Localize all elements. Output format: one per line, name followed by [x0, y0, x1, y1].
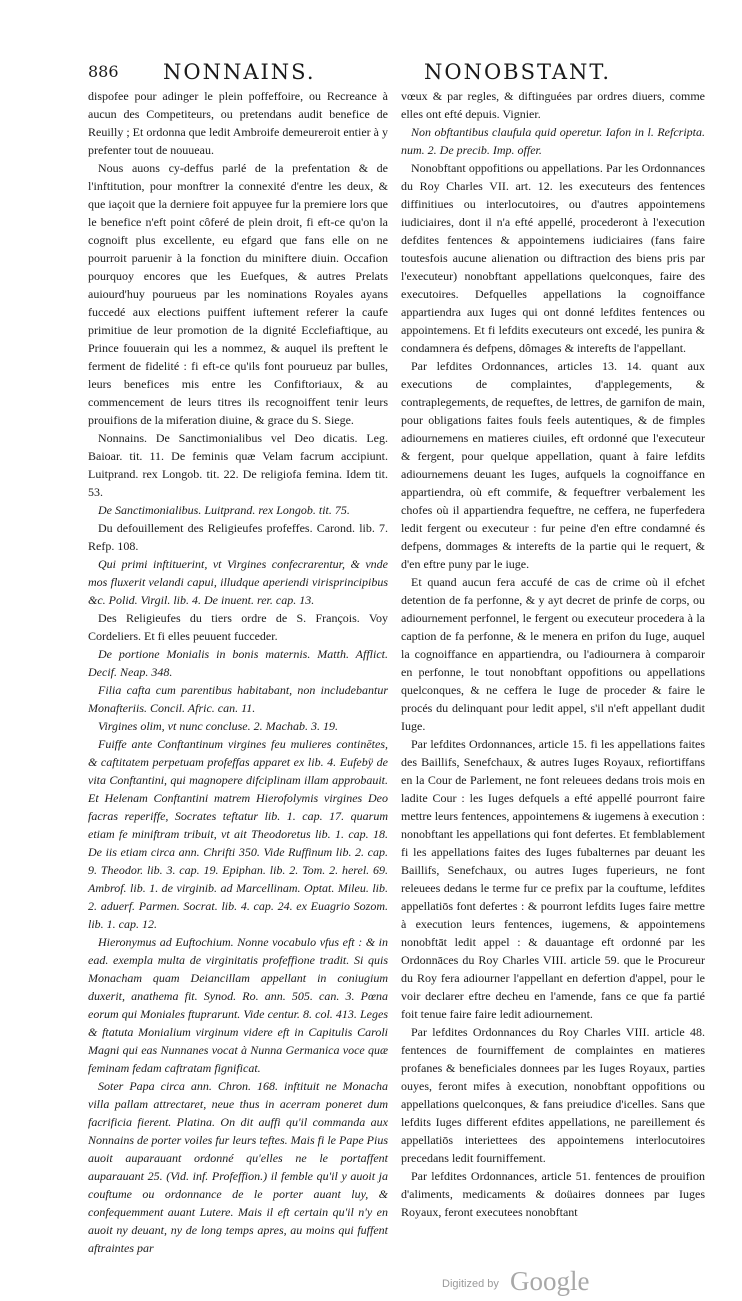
paragraph: Filia cafta cum parentibus habitabant, non includebantur Monafteriis. Concil. Afric. can. 11.: [88, 683, 388, 715]
page-number: 886: [88, 62, 119, 81]
left-text-column: [88, 87, 388, 1257]
right-running-title: NONOBSTANT.: [424, 60, 611, 84]
paragraph: Et quand aucun fera accufé de cas de crime où il efchet detention de fa perfonne, & y ayt decret de prinfe de corps, ou adiournement perfonnel, le fergent ou executeur procedera à la caption de fa perfonne, & le menera en prifon du Iuge, auquel la cognoiffance en appartiendra, ou l'adiournera à comparoir en perfonne, le tout nonobftant oppofitions ou appellations quelconques, & ne ceffera le Iuge de proceder & faire le procés du delinquant pour ledit appel, s'il n'eft appellant dudit Iuge.: [401, 575, 705, 733]
left-running-title: NONNAINS.: [163, 60, 316, 84]
right-text-column: [401, 87, 705, 1221]
digitization-watermark: [442, 1266, 742, 1296]
running-header: [88, 60, 700, 88]
paragraph: Soter Papa circa ann. Chron. 168. inftituit ne Monacha villa pallam attrectaret, neue thus in acerram poneret dum facrificia fierent. Platina. On dit auffi qu'il commanda aux Nonnains de porter voiles fur leurs teftes. Mais fi le Pape Pius auoit auparauant ordonné qu'elles ne le portaffent auparauant 25. (Vid. inf. Profeffion.) il femble qu'il y auoit ja couftume ou ordonnance de le porter auant luy, & confequemment auant Lutere. Mais il eft certain qu'il n'y en auoit ny deuant, ny de long temps apres, au moins qui fuffent aftraintes par: [88, 1079, 388, 1255]
paragraph: vœux & par regles, & diftinguées par ordres diuers, comme elles ont efté depuis. Vignier.: [401, 89, 705, 121]
watermark-prefix: Digitized by: [442, 1278, 499, 1290]
paragraph: Non obftantibus claufula quid operetur. Iafon in l. Refcripta. num. 2. De precib. Imp. offer.: [401, 125, 705, 157]
paragraph: Par lefdites Ordonnances, articles 13. 14. quant aux executions de complaintes, d'applegements, & contraplegements, de requeftes, de lettres, de garnifon de main, pour obligations faites fouls feels autentiques, & de fimples adiournemens en matieres ciuiles, eft ordonné que l'executeur & fergent, pour quelque appellation, quant à faire lefdits adiournemens deuant les Iuges, aufquels la cognoiffance en appartiendra, où eft commife, & fequeftrer verbalement les chofes où il appartiendra fequeftre, ne ceffera, ne fuperfedera ledit fergent ou executeur : fur peine d'en eftre condamné és defpens, dommages & interefts de la partie qui le requert, & d'en eftre puny par le iuge.: [401, 359, 705, 571]
paragraph: Qui primi inftituerint, vt Virgines confecrarentur, & vnde mos fluxerit velandi capui, illudque aperiendi virisprincipibus &c. Polid. Virgil. lib. 4. De inuent. rer. cap. 13.: [88, 557, 388, 607]
paragraph: Hieronymus ad Euftochium. Nonne vocabulo vfus eft : & in ead. exempla multa de virginitatis profeffione tradit. Si quis Monacham quam Deiancillam appellant in coniugium duxerit, anathema fit. Synod. Ro. ann. 505. can. 3. Pœna eorum qui Moniales ftuprarunt. Vide centur. 8. col. 413. Leges & ftatuta Monialium virginum videre eft in Capitulis Caroli Magni qui eas Nunnanes vocat à Nunna Germanica voce quæ feminam fedam caftratam fignificat.: [88, 935, 388, 1075]
paragraph: Par lefdites Ordonnances, article 51. fentences de prouifion d'aliments, medicaments & doüaires donnees par Iuges Royaux, feront executees nonobftant: [401, 1169, 705, 1219]
paragraph: De Sanctimonialibus. Luitprand. rex Longob. tit. 75.: [98, 503, 350, 517]
paragraph: Nous auons cy-deffus parlé de la prefentation & de l'inftitution, pour monftrer la connexité d'entre les deux, & que iaçoit que la derniere foit appuyee fur la premiere lors que le benefice n'eft point côferé de plein droit, fi eft-ce qu'on la cognoift plus excellente, eu efgard que fans elle on ne pourroit paruenir à la fonction du miniftere diuin. Occafion pourquoy encores que les Euefques, & autres Prelats auiourd'huy pourueus par les nominations Royales ayans fuccedé aux elections puiffent iuftement referer la caufe primitiue de leur promotion de la dignité Ecclefiaftique, au Prince fouuerain qui les a nommez, & auquel ils preftent le ferment de fidelité : fi eft-ce qu'ils font pourueuz par bulles, leurs benefices mis entre les Confiftoriaux, & au commencement de leurs titres ils recognoiffent tenir leurs prouifions de la miferation diuine, & grace du S. Siege.: [88, 161, 388, 427]
paragraph: Du defouillement des Religieufes profeffes. Carond. lib. 7. Refp. 108.: [88, 521, 388, 553]
paragraph: Nonnains. De Sanctimonialibus vel Deo dicatis. Leg. Baioar. tit. 11. De feminis quæ Velam facrum accipiunt. Luitprand. rex Longob. tit. 22. De religiofa femina. Idem tit. 53.: [88, 431, 388, 499]
paragraph: Par lefdites Ordonnances, article 15. fi les appellations faites des Baillifs, Senefchaux, & autres Iuges Royaux, refiortiffans en la Cour de Parlement, ne font releuees dedans trois mois en ladite Cour : les Iuges defquels a efté appellé pourront faire mettre leurs fentences, appointemens & iugemens à execution : nonobftant les appellations qui font defertes. Et femblablement fi les appellations faites des Iuges fubalternes par deuant les Baillifs, Senefchaux, ou autres Iuges fuperieurs, ne font releuees dedans le terme fur ce prefix par la couftume, lefdites appellatiōs font defertes : & pourront lefdits Iuges faire mettre à execution leurs fentences, iugemens, & appointemens nonobftāt ledit appel : & dauantage eft ordonné par les Ordonnāces du Roy Charles VIII. article 59. que le Procureur du Roy fera adiourner l'appellant en defertion d'appel, pour le voir declarer eftre decheu en l'amende, fans ce que fa partié foit tenue faire faire ledit adiournement.: [401, 737, 705, 1021]
paragraph: Virgines olim, vt nunc concluse. 2. Machab. 3. 19.: [98, 719, 338, 733]
paragraph: Des Religieufes du tiers ordre de S. François. Voy Cordeliers. Et fi elles peuuent fucceder.: [88, 611, 388, 643]
paragraph: Par lefdites Ordonnances du Roy Charles VIII. article 48. fentences de fourniffement de complaintes en matieres profanes & beneficiales donnees par les Iuges Royaux, parties ouyes, feront mifes à execution, nonobftant oppofitions ou appellations quelconques, & fans preiudice d'icelles. Sans que lefdits Iuges different efdites appellations, ne pareillement és appellatiōs interiettees des appointemens interlocutoires precedans ledit fourniffement.: [401, 1025, 705, 1165]
paragraph: dispofee pour adinger le plein poffeffoire, ou Recreance à aucun des Competiteurs, ou pretendans audit benefice de Reuilly ; Et ordonna que ledit Ambroife demeureroit entier à y prefenter tout de nouueau.: [88, 89, 388, 157]
paragraph: Nonobftant oppofitions ou appellations. Par les Ordonnances du Roy Charles VII. art. 12. les executeurs des fentences diffinitiues ou interlocutoires, ou d'autres appointemens iudiciaires, dont il n'a efté appellé, procederont à l'execution defdites fentences & appointemens iudiciaires (fans faire toutesfois aucune alienation ou diftraction des biens pris par l'executeur) nonobftant appellations quelconques, faire des executoires. Defquelles appellations la cognoiffance appartiendra aux Iuges qui ont donné lefdites fentences ou appointemens. Et fi lefdits executeurs ont excedé, les punira & condamnera és defpens, dômages & interefts de l'appellant.: [401, 161, 705, 355]
paragraph: Fuiffe ante Conftantinum virgines feu mulieres continētes, & caftitatem perpetuam profeffas apparet ex lib. 4. Eufebÿ de vita Conftantini, qui magnopere difciplinam illam approbauit. Et Helenam Conftantini matrem Hierofolymis virgines Deo facras reperiffe, Socrates teftatur lib. 1. cap. 17. quarum etiam fe miniftram tribuit, vt ait Theodoretus lib. 1. cap. 18. De iis etiam circa ann. Chrifti 350. Vide Ruffinum lib. 2. cap. 9. Theodor. lib. 3. cap. 19. Epiphan. lib. 2. Tom. 2. herel. 69. Ambrof. lib. 1. de virginib. ad Marcellinam. Optat. Mileu. lib. 2. aduerf. Parmen. Socrat. lib. 4. cap. 24. ex Euagrio Sozom. lib. 1. cap. 12.: [88, 737, 388, 931]
paragraph: De portione Monialis in bonis maternis. Matth. Afflict. Decif. Neap. 348.: [88, 647, 388, 679]
watermark-brand: Google: [510, 1266, 590, 1296]
